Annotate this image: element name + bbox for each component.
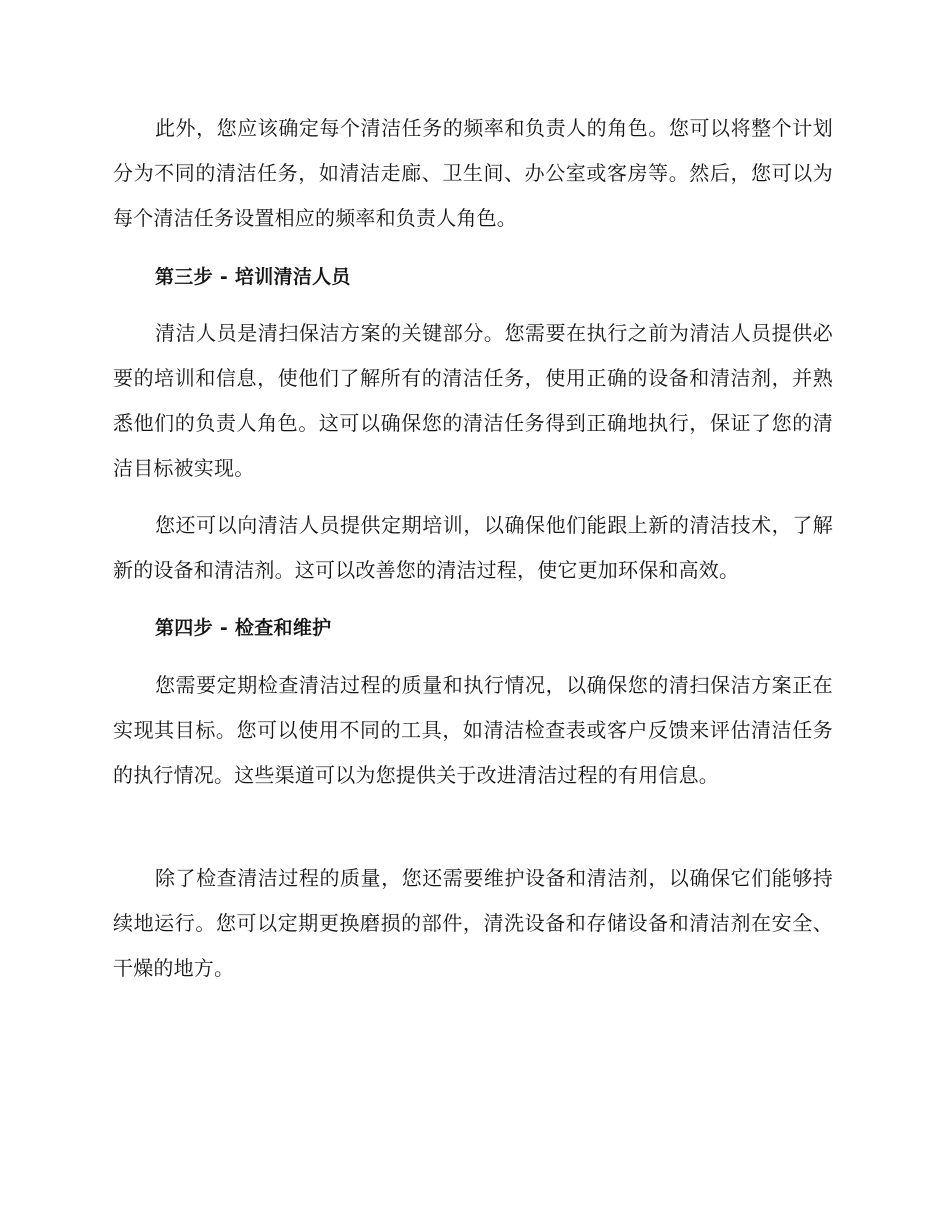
paragraph-regular-training: [113, 503, 833, 593]
heading-step-three: [113, 262, 833, 292]
paragraph-text: 您还可以向清洁人员提供定期培训，以确保他们能跟上新的清洁技术，了解新的设备和清洁剂。这可以改善您的清洁过程，使它更加环保和高效。: [113, 513, 833, 582]
section-heading: 第四步 - 检查和维护: [155, 617, 332, 639]
paragraph-staff-training: [113, 311, 833, 491]
section-heading: 第三步 - 培训清洁人员: [155, 266, 351, 288]
paragraph-maintenance: [113, 856, 833, 991]
paragraph-text: 此外，您应该确定每个清洁任务的频率和负责人的角色。您可以将整个计划分为不同的清洁任务，如清洁走廊、卫生间、办公室或客房等。然后，您可以为每个清洁任务设置相应的频率和负责人角色。: [113, 116, 833, 230]
paragraph-text: 您需要定期检查清洁过程的质量和执行情况，以确保您的清扫保洁方案正在实现其目标。您可以使用不同的工具，如清洁检查表或客户反馈来评估清洁任务的执行情况。这些渠道可以为您提供关于改进清洁过程的有用信息。: [113, 673, 833, 787]
paragraph-cleaning-task-frequency: [113, 106, 833, 241]
paragraph-text: 清洁人员是清扫保洁方案的关键部分。您需要在执行之前为清洁人员提供必要的培训和信息，使他们了解所有的清洁任务，使用正确的设备和清洁剂，并熟悉他们的负责人角色。这可以确保您的清洁任务得到正确地执行，保证了您的清洁目标被实现。: [113, 321, 833, 480]
heading-step-four: [113, 613, 833, 643]
paragraph-inspection: [113, 663, 833, 798]
paragraph-text: 除了检查清洁过程的质量，您还需要维护设备和清洁剂，以确保它们能够持续地运行。您可以定期更换磨损的部件，清洗设备和存储设备和清洁剂在安全、干燥的地方。: [113, 866, 833, 980]
